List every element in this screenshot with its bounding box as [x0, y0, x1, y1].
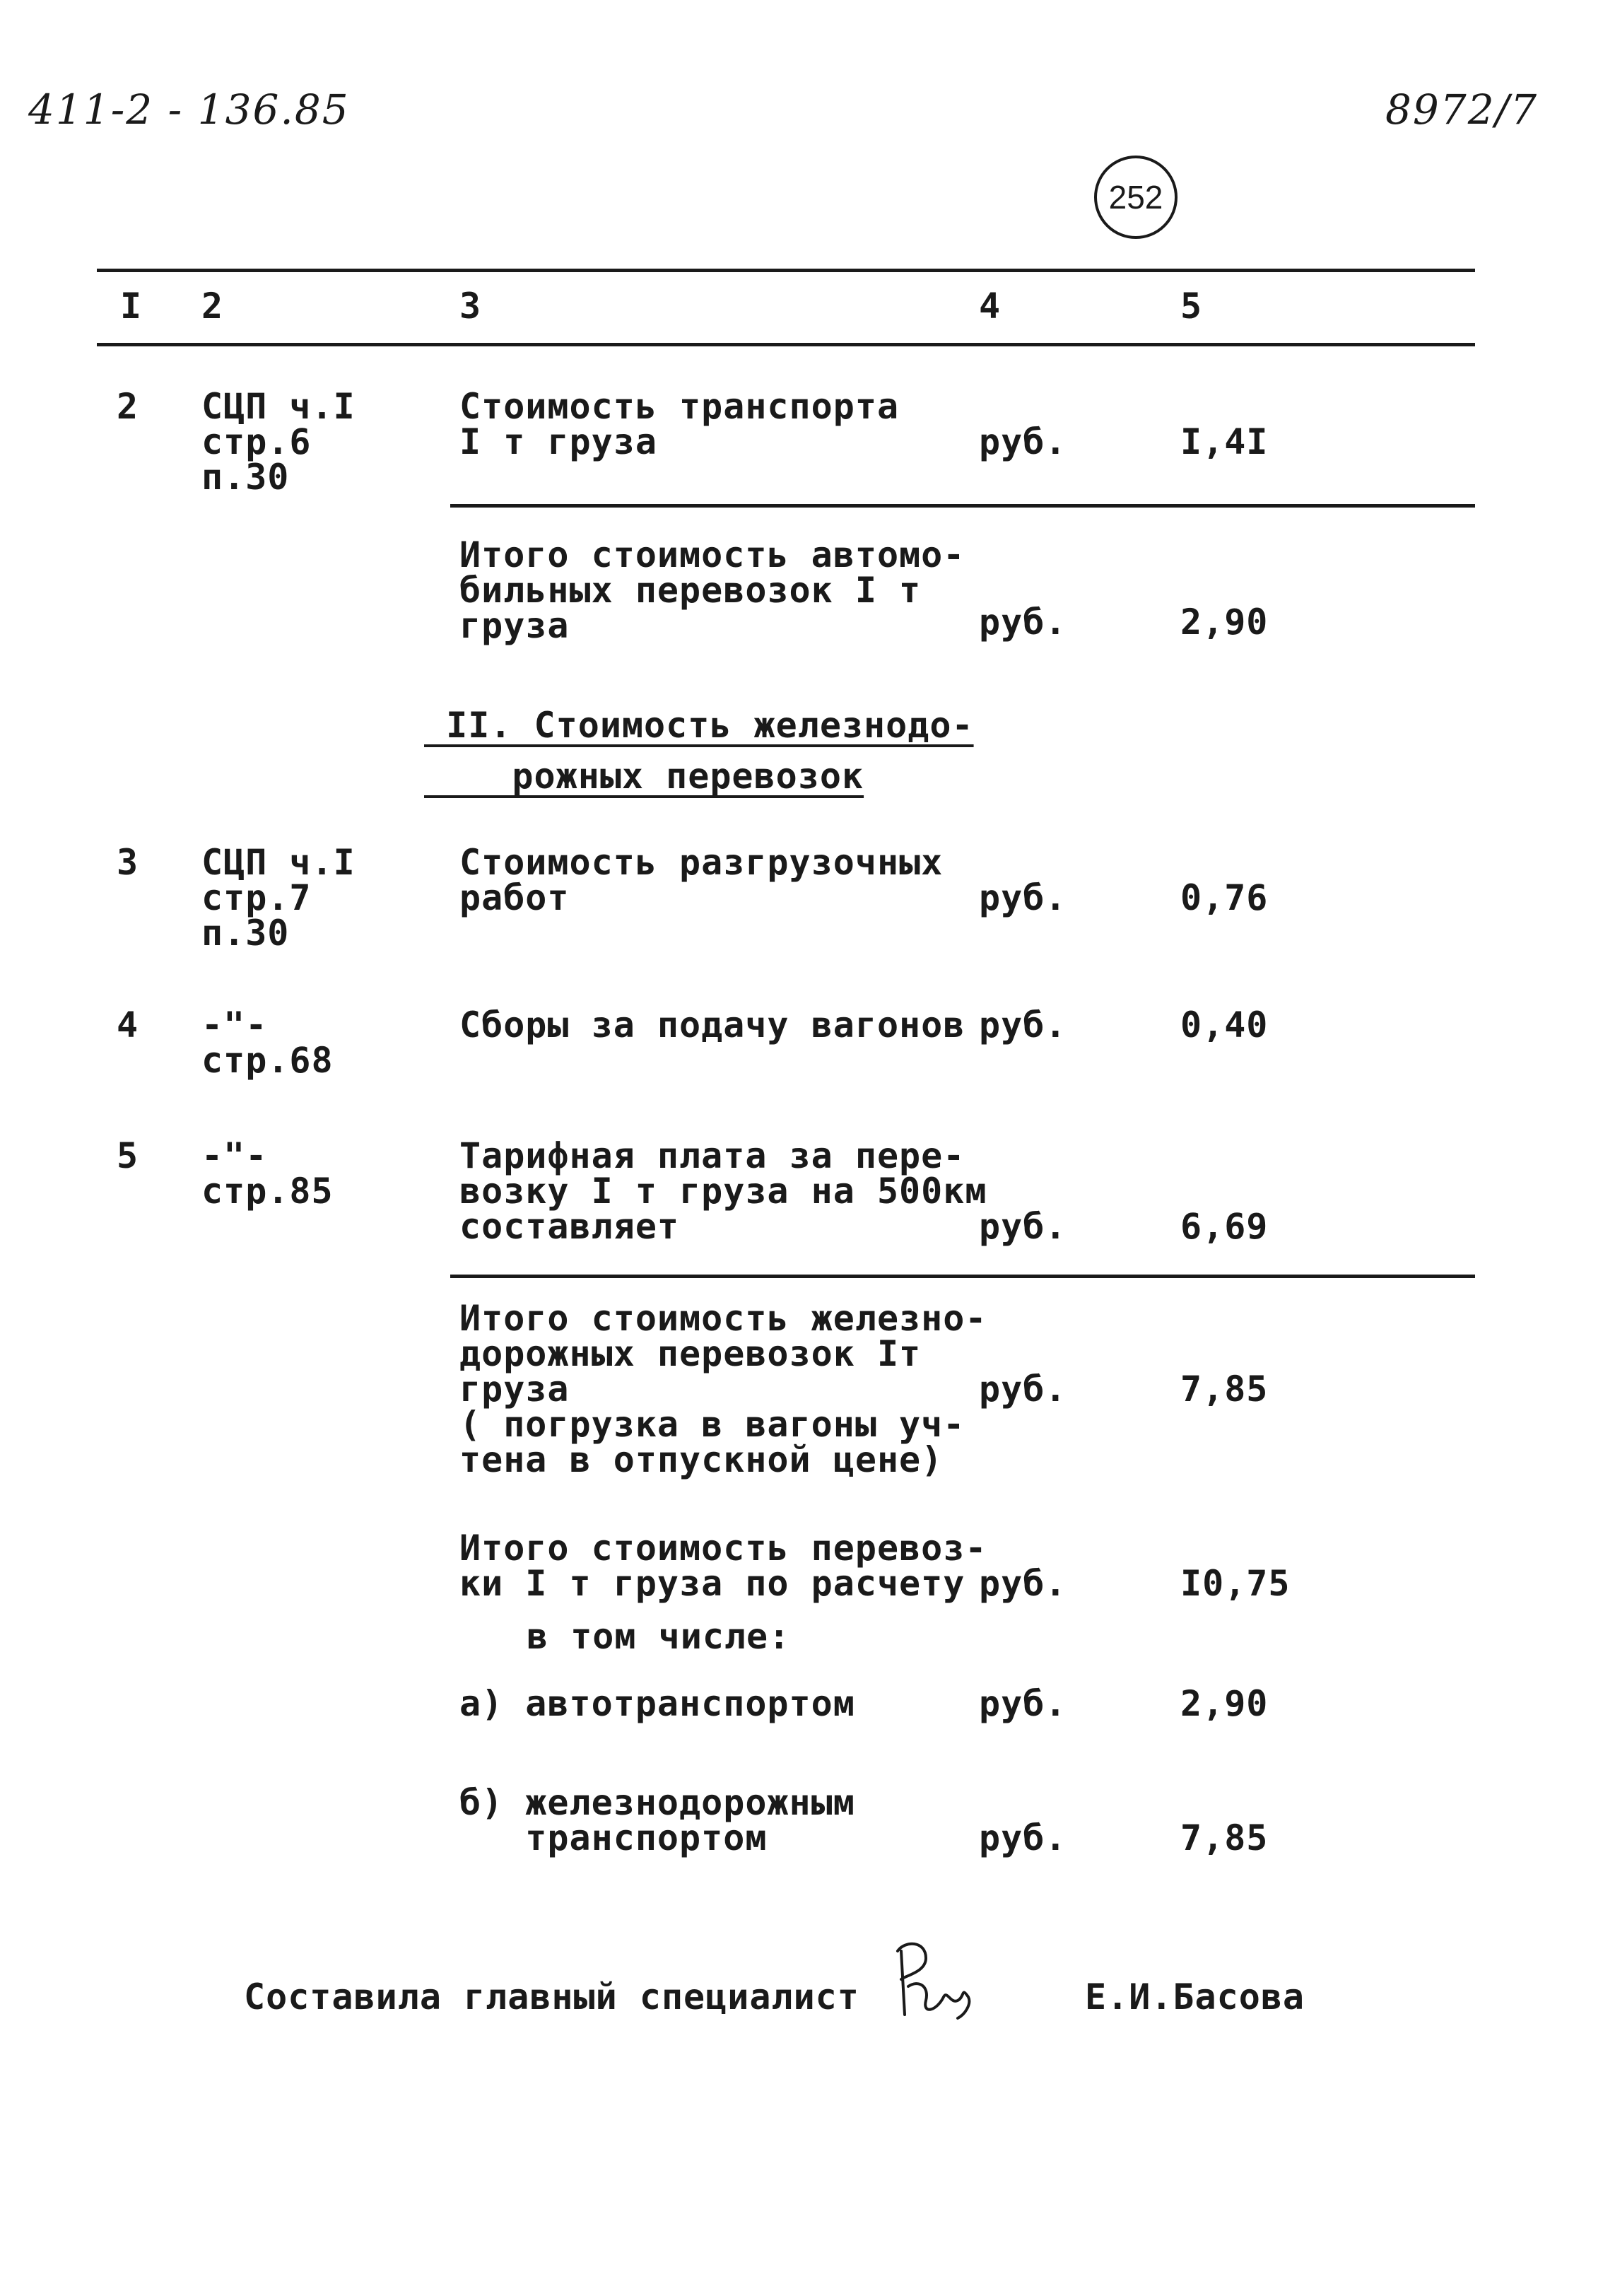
- row-reference: -"- стр.85: [201, 1135, 334, 1212]
- row-value: I,4I: [1180, 421, 1269, 462]
- col-header-5: 5: [1180, 286, 1203, 327]
- row-description: Тарифная плата за пере- возку I т груза на 500км составляет: [459, 1135, 987, 1247]
- row-unit: руб.: [979, 877, 1067, 918]
- row-reference: СЦП ч.I стр.6 п.30: [201, 386, 356, 498]
- row-description: Стоимость транспорта I т груза: [459, 386, 900, 462]
- row-description: Итого стоимость железно- дорожных перевозок Iт груза ( погрузка в вагоны уч- тена в отпускной цене): [459, 1298, 987, 1480]
- signer-name: Е.И.Басова: [1085, 1976, 1305, 2017]
- row-number: 3: [117, 842, 139, 883]
- signature-icon: [876, 1937, 982, 2029]
- row-reference: СЦП ч.I стр.7 п.30: [201, 842, 356, 954]
- subtotal-rule: [450, 504, 1475, 508]
- row-value: 2,90: [1180, 602, 1269, 643]
- col-header-2: 2: [201, 286, 224, 327]
- document-code: 411-2 - 136.85: [28, 86, 350, 134]
- section-heading: II. Стоимость железнодо- рожных перевозок: [446, 705, 974, 797]
- table-top-rule: [97, 269, 1475, 272]
- row-description: Итого стоимость автомо- бильных перевозок I т груза: [459, 534, 965, 646]
- row-unit: руб.: [979, 421, 1067, 462]
- row-description: б) железнодорожным транспортом: [459, 1782, 855, 1858]
- row-value: 7,85: [1180, 1817, 1269, 1858]
- row-value: 0,76: [1180, 877, 1269, 918]
- subtotal-rule: [450, 1275, 1475, 1278]
- row-value: I0,75: [1180, 1563, 1291, 1604]
- compiled-by-label: Составила главный специалист: [244, 1976, 859, 2017]
- row-value: 6,69: [1180, 1206, 1269, 1247]
- col-header-4: 4: [979, 286, 1002, 327]
- row-value: 7,85: [1180, 1369, 1269, 1410]
- col-header-1: I: [120, 286, 143, 327]
- row-description: Стоимость разгрузочных работ: [459, 842, 944, 918]
- row-number: 5: [117, 1135, 139, 1176]
- row-number: 2: [117, 386, 139, 427]
- table-header-rule: [97, 343, 1475, 346]
- row-unit: руб.: [979, 1683, 1067, 1724]
- row-value: 0,40: [1180, 1004, 1269, 1046]
- col-header-3: 3: [459, 286, 482, 327]
- row-number: 4: [117, 1004, 139, 1046]
- row-unit: руб.: [979, 602, 1067, 643]
- sheet-number: 8972/7: [1385, 86, 1539, 134]
- row-unit: руб.: [979, 1206, 1067, 1247]
- row-unit: руб.: [979, 1004, 1067, 1046]
- row-unit: руб.: [979, 1369, 1067, 1410]
- row-description: а) автотранспортом: [459, 1683, 855, 1724]
- row-unit: руб.: [979, 1563, 1067, 1604]
- page-number: 252: [1108, 179, 1163, 216]
- row-description: Сборы за подачу вагонов: [459, 1004, 965, 1046]
- row-reference: -"- стр.68: [201, 1004, 334, 1081]
- page-number-stamp: [1094, 156, 1178, 239]
- row-description: Итого стоимость перевоз- ки I т груза по расчету: [459, 1528, 987, 1604]
- including-label: в том числе:: [527, 1616, 791, 1657]
- row-unit: руб.: [979, 1817, 1067, 1858]
- row-value: 2,90: [1180, 1683, 1269, 1724]
